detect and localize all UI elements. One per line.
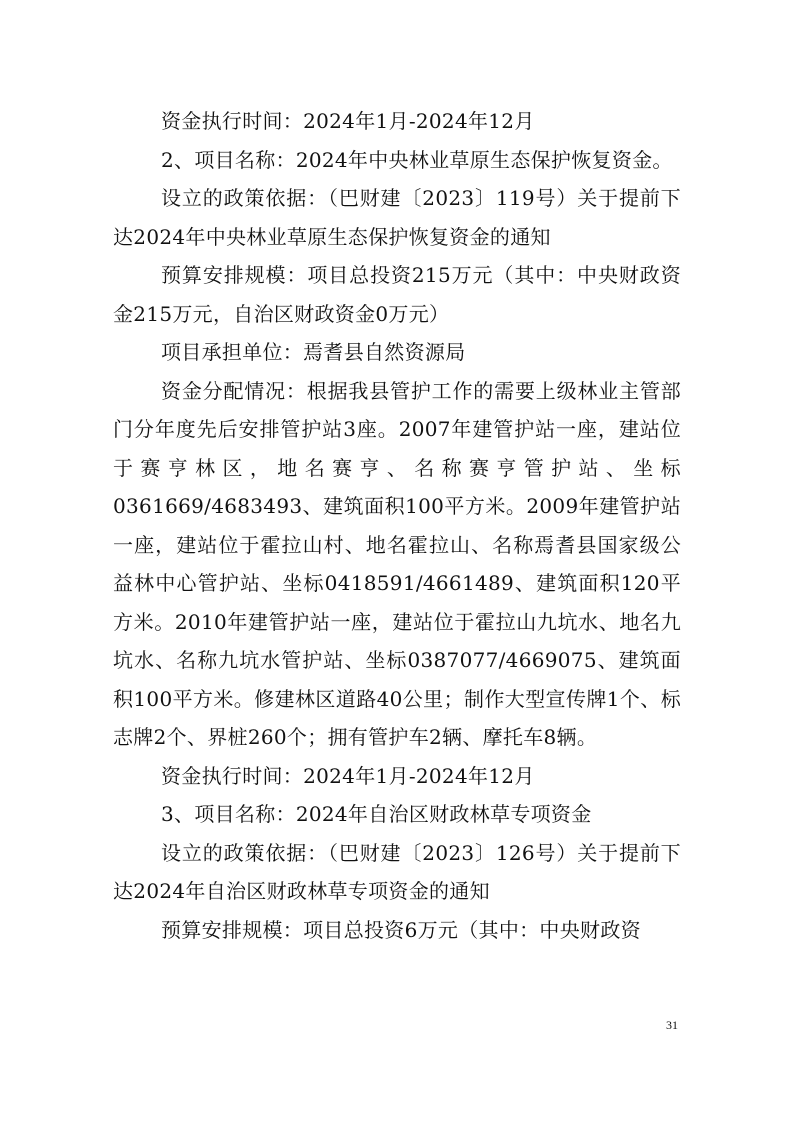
responsible-unit-2: 项目承担单位：焉耆县自然资源局 bbox=[161, 340, 466, 364]
document-body bbox=[113, 0, 681, 949]
fund-period-2: 资金执行时间：2024年1月-2024年12月 bbox=[161, 763, 535, 788]
policy-basis-3: 设立的政策依据：（巴财建〔2023〕126号）关于提前下达2024年自治区财政林草专项资金的通知 bbox=[113, 840, 681, 903]
policy-basis-2: 设立的政策依据：（巴财建〔2023〕119号）关于提前下达2024年中央林业草原生态保护恢复资金的通知 bbox=[113, 186, 681, 249]
page-number: 31 bbox=[666, 1018, 678, 1032]
project-name-2: 2、项目名称：2024年中央林业草原生态保护恢复资金。 bbox=[161, 147, 673, 172]
project-name-3: 3、项目名称：2024年自治区财政林草专项资金 bbox=[161, 802, 592, 826]
fund-allocation-2: 资金分配情况：根据我县管护工作的需要上级林业主管部门分年度先后安排管护站3座。2007年建管护站一座，建站位于赛亨林区，地名赛亨、名称赛亨管护站、坐标0361669/4683493、建筑面积100平方米。2009年建管护站一座，建站位于霍拉山村、地名霍拉山、名称焉耆县国家级公益林中心管护站、坐标0418591/4661489、建筑面积120平方米。2010年建管护站一座，建站位于霍拉山九坑水、地名九坑水、名称九坑水管护站、坐标0387077/4669075、建筑面积100平方米。修建林区道路40公里；制作大型宣传牌1个、标志牌2个、界桩260个；拥有管护车2辆、摩托车8辆。 bbox=[113, 378, 681, 749]
budget-scale-2: 预算安排规模：项目总投资215万元（其中：中央财政资金215万元，自治区财政资金0万元） bbox=[113, 263, 681, 326]
budget-scale-3: 预算安排规模：项目总投资6万元（其中：中央财政资 bbox=[161, 917, 641, 942]
fund-period-1: 资金执行时间：2024年1月-2024年12月 bbox=[161, 109, 535, 133]
